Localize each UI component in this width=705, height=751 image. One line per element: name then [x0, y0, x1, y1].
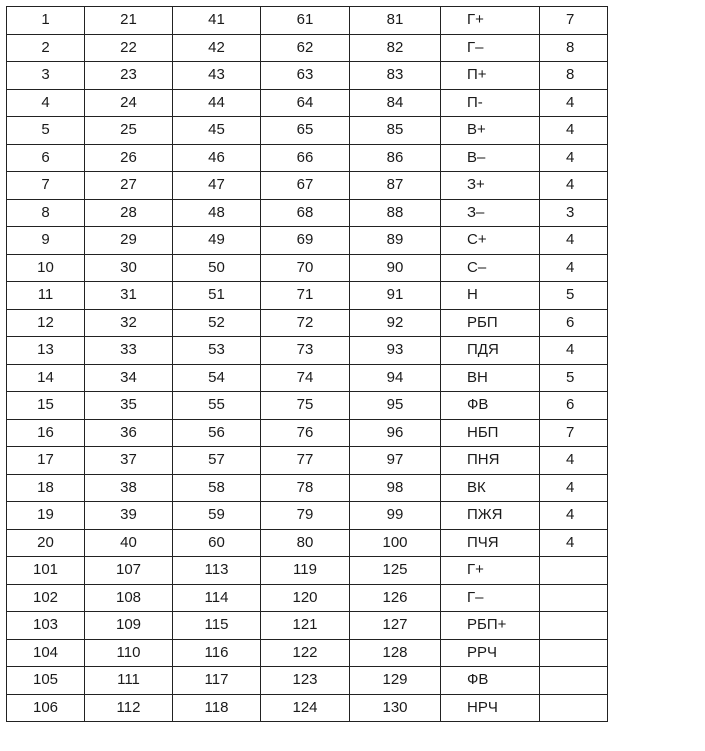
table-cell-scale-code: РБП+: [441, 612, 540, 640]
table-cell-item-number: 42: [173, 34, 261, 62]
table-cell-item-number: 45: [173, 117, 261, 145]
table-cell-scale-score: 4: [540, 474, 608, 502]
table-cell-scale-score: 6: [540, 392, 608, 420]
table-cell-scale-code: С+: [441, 227, 540, 255]
table-row: [7, 447, 608, 475]
table-row: [7, 392, 608, 420]
table-cell-item-number: 58: [173, 474, 261, 502]
table-cell-item-number: 79: [261, 502, 350, 530]
table-row: [7, 62, 608, 90]
table-cell-item-number: 105: [7, 667, 85, 695]
table-cell-item-number: 78: [261, 474, 350, 502]
table-cell-item-number: 46: [173, 144, 261, 172]
table-cell-item-number: 128: [350, 639, 441, 667]
table-cell-scale-code: ВК: [441, 474, 540, 502]
table-cell-item-number: 63: [261, 62, 350, 90]
table-cell-item-number: 94: [350, 364, 441, 392]
table-cell-item-number: 3: [7, 62, 85, 90]
table-row: [7, 282, 608, 310]
table-cell-item-number: 30: [85, 254, 173, 282]
table-row: [7, 337, 608, 365]
table-cell-item-number: 19: [7, 502, 85, 530]
table-cell-scale-score: [540, 612, 608, 640]
table-cell-item-number: 66: [261, 144, 350, 172]
table-cell-scale-score: 5: [540, 282, 608, 310]
table-cell-item-number: 87: [350, 172, 441, 200]
table-row: [7, 7, 608, 35]
table-cell-scale-code: НБП: [441, 419, 540, 447]
table-cell-item-number: 114: [173, 584, 261, 612]
table-cell-item-number: 16: [7, 419, 85, 447]
table-cell-item-number: 10: [7, 254, 85, 282]
table-cell-scale-code: П-: [441, 89, 540, 117]
table-cell-item-number: 26: [85, 144, 173, 172]
table-cell-item-number: 67: [261, 172, 350, 200]
table-cell-item-number: 89: [350, 227, 441, 255]
table-cell-item-number: 129: [350, 667, 441, 695]
table-cell-item-number: 37: [85, 447, 173, 475]
table-cell-item-number: 20: [7, 529, 85, 557]
table-row: [7, 529, 608, 557]
table-cell-scale-code: Г+: [441, 557, 540, 585]
table-cell-scale-code: З+: [441, 172, 540, 200]
table-cell-item-number: 31: [85, 282, 173, 310]
table-cell-item-number: 56: [173, 419, 261, 447]
table-cell-item-number: 73: [261, 337, 350, 365]
table-cell-item-number: 35: [85, 392, 173, 420]
table-cell-scale-code: П+: [441, 62, 540, 90]
table-cell-item-number: 100: [350, 529, 441, 557]
table-cell-item-number: 92: [350, 309, 441, 337]
table-cell-item-number: 106: [7, 694, 85, 722]
table-cell-item-number: 7: [7, 172, 85, 200]
table-cell-item-number: 103: [7, 612, 85, 640]
table-cell-scale-code: ПДЯ: [441, 337, 540, 365]
table-cell-item-number: 47: [173, 172, 261, 200]
table-cell-item-number: 91: [350, 282, 441, 310]
table-cell-scale-score: 8: [540, 62, 608, 90]
table-cell-item-number: 118: [173, 694, 261, 722]
table-cell-item-number: 96: [350, 419, 441, 447]
table-cell-scale-score: 3: [540, 199, 608, 227]
table-cell-item-number: 117: [173, 667, 261, 695]
table-cell-scale-score: 4: [540, 227, 608, 255]
table-cell-scale-score: [540, 639, 608, 667]
table-cell-item-number: 1: [7, 7, 85, 35]
table-cell-scale-code: ПНЯ: [441, 447, 540, 475]
table-cell-item-number: 116: [173, 639, 261, 667]
table-cell-scale-score: 4: [540, 254, 608, 282]
table-cell-item-number: 84: [350, 89, 441, 117]
table-cell-item-number: 9: [7, 227, 85, 255]
table-cell-item-number: 34: [85, 364, 173, 392]
table-cell-scale-code: НРЧ: [441, 694, 540, 722]
table-cell-item-number: 61: [261, 7, 350, 35]
table-cell-item-number: 75: [261, 392, 350, 420]
table-cell-item-number: 122: [261, 639, 350, 667]
table-cell-item-number: 39: [85, 502, 173, 530]
table-cell-item-number: 22: [85, 34, 173, 62]
table-cell-item-number: 54: [173, 364, 261, 392]
table-cell-item-number: 80: [261, 529, 350, 557]
table-cell-item-number: 17: [7, 447, 85, 475]
table-cell-item-number: 86: [350, 144, 441, 172]
table-cell-item-number: 55: [173, 392, 261, 420]
table-cell-item-number: 95: [350, 392, 441, 420]
table-cell-item-number: 4: [7, 89, 85, 117]
table-cell-item-number: 15: [7, 392, 85, 420]
table-cell-scale-score: [540, 694, 608, 722]
table-cell-item-number: 50: [173, 254, 261, 282]
table-cell-item-number: 123: [261, 667, 350, 695]
table-cell-item-number: 68: [261, 199, 350, 227]
table-row: [7, 144, 608, 172]
table-cell-item-number: 115: [173, 612, 261, 640]
table-cell-scale-score: 4: [540, 529, 608, 557]
table-cell-item-number: 77: [261, 447, 350, 475]
table-cell-item-number: 51: [173, 282, 261, 310]
table-cell-item-number: 48: [173, 199, 261, 227]
table-cell-item-number: 65: [261, 117, 350, 145]
table-row: [7, 364, 608, 392]
table-cell-item-number: 90: [350, 254, 441, 282]
table-cell-scale-score: 4: [540, 89, 608, 117]
table-cell-item-number: 112: [85, 694, 173, 722]
table-cell-item-number: 25: [85, 117, 173, 145]
table-cell-item-number: 60: [173, 529, 261, 557]
table-cell-item-number: 38: [85, 474, 173, 502]
table-cell-scale-code: ФВ: [441, 667, 540, 695]
table-cell-item-number: 110: [85, 639, 173, 667]
table-cell-scale-code: Г+: [441, 7, 540, 35]
table-cell-scale-code: РБП: [441, 309, 540, 337]
table-cell-item-number: 83: [350, 62, 441, 90]
table-cell-item-number: 28: [85, 199, 173, 227]
table-cell-scale-score: [540, 667, 608, 695]
table-cell-item-number: 69: [261, 227, 350, 255]
table-cell-item-number: 121: [261, 612, 350, 640]
table-cell-item-number: 85: [350, 117, 441, 145]
table-row: [7, 34, 608, 62]
table-cell-item-number: 62: [261, 34, 350, 62]
table-cell-scale-score: [540, 557, 608, 585]
table-cell-item-number: 21: [85, 7, 173, 35]
table-cell-item-number: 71: [261, 282, 350, 310]
table-row: [7, 474, 608, 502]
table-cell-item-number: 64: [261, 89, 350, 117]
table-cell-item-number: 49: [173, 227, 261, 255]
table-row: [7, 309, 608, 337]
table-cell-item-number: 70: [261, 254, 350, 282]
table-cell-item-number: 125: [350, 557, 441, 585]
table-cell-scale-code: В+: [441, 117, 540, 145]
table-cell-item-number: 44: [173, 89, 261, 117]
table-cell-item-number: 102: [7, 584, 85, 612]
table-cell-item-number: 13: [7, 337, 85, 365]
table-cell-item-number: 29: [85, 227, 173, 255]
table-row: [7, 199, 608, 227]
table-cell-scale-score: 4: [540, 447, 608, 475]
answer-key-table-container: [6, 6, 608, 722]
table-cell-item-number: 57: [173, 447, 261, 475]
table-cell-item-number: 36: [85, 419, 173, 447]
table-cell-scale-code: ПЧЯ: [441, 529, 540, 557]
table-cell-item-number: 82: [350, 34, 441, 62]
table-cell-scale-score: 7: [540, 419, 608, 447]
table-cell-item-number: 120: [261, 584, 350, 612]
table-cell-scale-score: 6: [540, 309, 608, 337]
table-cell-scale-score: 4: [540, 117, 608, 145]
table-cell-item-number: 113: [173, 557, 261, 585]
table-cell-item-number: 72: [261, 309, 350, 337]
table-cell-scale-score: 4: [540, 502, 608, 530]
table-cell-item-number: 27: [85, 172, 173, 200]
table-cell-scale-code: ВН: [441, 364, 540, 392]
table-cell-scale-code: РРЧ: [441, 639, 540, 667]
table-cell-item-number: 5: [7, 117, 85, 145]
table-cell-item-number: 126: [350, 584, 441, 612]
table-cell-item-number: 2: [7, 34, 85, 62]
table-cell-item-number: 14: [7, 364, 85, 392]
table-cell-item-number: 101: [7, 557, 85, 585]
table-cell-item-number: 127: [350, 612, 441, 640]
table-cell-scale-code: Г–: [441, 34, 540, 62]
table-cell-item-number: 74: [261, 364, 350, 392]
table-cell-item-number: 81: [350, 7, 441, 35]
table-cell-scale-score: 4: [540, 144, 608, 172]
table-cell-item-number: 109: [85, 612, 173, 640]
table-cell-item-number: 23: [85, 62, 173, 90]
table-cell-item-number: 88: [350, 199, 441, 227]
table-cell-item-number: 24: [85, 89, 173, 117]
answer-key-table: [6, 6, 608, 722]
table-cell-item-number: 119: [261, 557, 350, 585]
table-cell-item-number: 40: [85, 529, 173, 557]
table-cell-item-number: 6: [7, 144, 85, 172]
table-cell-scale-code: ФВ: [441, 392, 540, 420]
table-cell-item-number: 108: [85, 584, 173, 612]
table-cell-item-number: 93: [350, 337, 441, 365]
table-cell-scale-code: Н: [441, 282, 540, 310]
table-cell-item-number: 124: [261, 694, 350, 722]
table-cell-item-number: 18: [7, 474, 85, 502]
table-cell-item-number: 97: [350, 447, 441, 475]
table-cell-item-number: 76: [261, 419, 350, 447]
table-cell-item-number: 43: [173, 62, 261, 90]
table-cell-scale-score: 4: [540, 337, 608, 365]
table-cell-scale-score: 7: [540, 7, 608, 35]
table-row: [7, 557, 608, 585]
table-row: [7, 502, 608, 530]
table-cell-item-number: 12: [7, 309, 85, 337]
table-row: [7, 639, 608, 667]
table-cell-item-number: 98: [350, 474, 441, 502]
table-row: [7, 694, 608, 722]
table-row: [7, 419, 608, 447]
table-cell-scale-code: З–: [441, 199, 540, 227]
table-cell-scale-score: 8: [540, 34, 608, 62]
table-cell-scale-score: 4: [540, 172, 608, 200]
table-cell-item-number: 32: [85, 309, 173, 337]
table-cell-scale-score: 5: [540, 364, 608, 392]
table-row: [7, 172, 608, 200]
table-row: [7, 89, 608, 117]
table-row: [7, 117, 608, 145]
table-cell-item-number: 11: [7, 282, 85, 310]
table-row: [7, 584, 608, 612]
table-cell-scale-code: В–: [441, 144, 540, 172]
table-cell-item-number: 53: [173, 337, 261, 365]
table-body: [7, 7, 608, 722]
table-cell-item-number: 130: [350, 694, 441, 722]
table-cell-item-number: 111: [85, 667, 173, 695]
table-cell-item-number: 59: [173, 502, 261, 530]
table-cell-item-number: 41: [173, 7, 261, 35]
table-cell-scale-code: Г–: [441, 584, 540, 612]
table-cell-scale-score: [540, 584, 608, 612]
table-cell-item-number: 33: [85, 337, 173, 365]
table-row: [7, 227, 608, 255]
table-row: [7, 667, 608, 695]
table-cell-item-number: 104: [7, 639, 85, 667]
table-cell-item-number: 52: [173, 309, 261, 337]
table-cell-item-number: 99: [350, 502, 441, 530]
table-cell-scale-code: С–: [441, 254, 540, 282]
table-cell-scale-code: ПЖЯ: [441, 502, 540, 530]
table-cell-item-number: 8: [7, 199, 85, 227]
table-cell-item-number: 107: [85, 557, 173, 585]
table-row: [7, 612, 608, 640]
table-row: [7, 254, 608, 282]
